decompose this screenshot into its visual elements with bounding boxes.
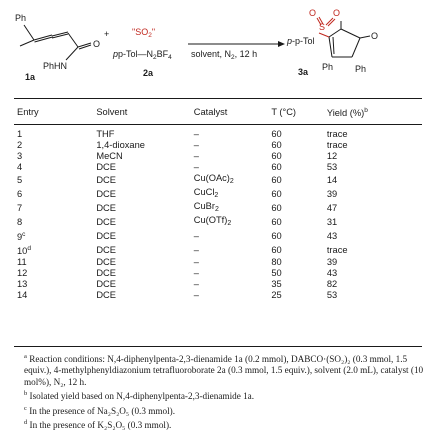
catalyst-subscript: 2 [229,178,234,186]
cell-entry [14,162,96,173]
cell-catalyst [194,257,272,268]
cell-solvent: THF [96,129,115,140]
entry-number: 11 [17,257,27,268]
product-tolyl: p-p-Tol [287,36,315,46]
catalyst-formula: – [193,129,199,140]
cell-catalyst [194,151,272,162]
product-sulfur: S [319,22,326,32]
optimization-table [14,101,422,301]
cell-catalyst [194,243,272,257]
cell-solvent: DCE [96,202,116,213]
cell-catalyst [194,229,272,243]
footnote-d [14,417,424,431]
catalyst-formula: – [193,268,199,279]
table-row [14,243,422,257]
entry-number: 12 [17,268,28,279]
cell-temperature: 80 [271,257,282,268]
product-ph2: Ph [355,64,367,74]
footnote-a-mark: a [24,353,27,360]
cell-temperature: 60 [271,230,282,241]
cell-solvent: DCE [96,216,116,227]
table-header-row [14,101,422,129]
entry-footnote-mark: c [22,231,26,239]
cell-catalyst [194,140,272,151]
entry-number: 13 [17,279,28,290]
cell-entry [14,151,96,162]
cell-solvent: DCE [96,268,116,279]
entry-number: 10 [17,246,28,257]
table-row [14,187,422,201]
reactant-1a-oxygen: O [93,39,101,49]
table-row [14,257,422,268]
entry-number: 6 [17,188,23,199]
catalyst-formula: – [193,162,199,173]
entry-number: 1 [17,129,23,140]
cell-solvent: DCE [96,230,116,241]
cell-entry [14,229,96,243]
cell-yield: trace [326,244,348,255]
catalyst-formula: Cu(OTf) [193,215,228,226]
cell-temperature: 60 [271,140,282,151]
cell-entry [14,268,96,279]
reaction-conditions: solvent, $N_2$, 12 h [191,49,258,61]
cell-entry [14,201,96,215]
cell-temperature: 60 [271,202,282,213]
footnote-c [14,403,424,417]
product-sulfonyl-o1: O [309,8,317,18]
header-catalyst: Catalyst [193,107,228,117]
cell-catalyst [194,201,272,215]
cell-temperature: 60 [271,151,282,162]
reactant-1a-label: 1a [25,72,36,82]
cell-entry [14,215,96,229]
footnote-c-text: In the presence of Na₂S₂O₅ (0.3 mmol). [29,405,176,416]
table-row [14,268,422,279]
footnote-d-mark: d [24,419,28,427]
entry-footnote-mark: d [27,245,31,253]
reaction-arrowhead [278,41,285,47]
entry-number: 8 [17,216,23,227]
entry-number: 4 [17,162,23,173]
plus-sign: + [104,29,110,39]
header-yield [327,101,422,129]
table-row [14,173,422,187]
table-row [14,162,422,173]
entry-number: 5 [17,174,23,185]
reactant-1a-amide: PhHN [43,61,68,71]
cell-solvent: DCE [96,174,116,185]
cell-solvent: 1,4-dioxane [96,140,145,151]
cell-solvent: DCE [96,279,116,290]
table-row [14,290,422,301]
cell-yield: 39 [326,188,338,199]
catalyst-subscript: 2 [227,220,232,228]
cell-yield: 39 [326,257,338,268]
product-3a-label: 3a [298,67,309,77]
cell-catalyst [194,268,272,279]
cell-catalyst [194,290,272,301]
catalyst-formula: Cu(OAc) [193,173,230,184]
cell-yield: 53 [326,162,338,173]
catalyst-formula: – [193,244,199,255]
table-row [14,201,422,215]
product-sulfonyl-o2: O [333,8,341,18]
cell-solvent: DCE [96,290,116,301]
cell-yield: 14 [326,174,338,185]
table-row [14,129,422,140]
entry-number: 14 [17,290,28,301]
reactant-2a-label: 2a [143,68,154,78]
cell-temperature: 60 [271,162,282,173]
cell-entry [14,290,96,301]
cell-yield: trace [326,140,348,151]
cell-temperature: 50 [271,268,282,279]
table-bottom-rule [14,346,422,347]
header-entry: Entry [17,107,39,117]
cell-entry [14,173,96,187]
cell-temperature: 35 [271,279,282,290]
cell-temperature: 60 [271,188,282,199]
cell-temperature: 60 [271,244,282,255]
cell-catalyst [194,279,272,290]
reaction-scheme [0,0,436,96]
catalyst-formula: – [193,290,199,301]
footnote-c-mark: c [24,404,27,412]
cell-yield: 43 [326,230,338,241]
cell-solvent: DCE [96,162,116,173]
entry-number: 7 [17,202,23,213]
cell-yield: 47 [326,202,338,213]
cell-entry [14,129,96,140]
cell-entry [14,279,96,290]
table-footnotes [14,351,424,431]
footnote-b [14,388,424,402]
reaction-scheme-drawing [0,0,436,96]
entry-number: 9 [17,232,23,243]
catalyst-formula: – [193,140,199,151]
table-row [14,215,422,229]
catalyst-subscript: 2 [214,206,219,214]
entry-number: 3 [17,151,23,162]
cell-catalyst [194,173,272,187]
cell-catalyst [194,215,272,229]
table-row [14,151,422,162]
cell-yield: 53 [326,290,338,301]
entry-number: 2 [17,140,23,151]
table-body [14,129,422,301]
cell-catalyst [194,187,272,201]
reactant-2a: $pp-Tol—N_2BF_4$ [113,49,172,61]
so2-reagent: "$SO_2$" [132,27,156,39]
cell-solvent: DCE [96,244,116,255]
cell-yield: 31 [326,216,338,227]
cell-temperature: 60 [271,216,282,227]
catalyst-formula: CuCl [193,187,215,198]
cell-temperature: 60 [271,129,282,140]
table-row [14,229,422,243]
product-ph1: Ph [322,62,334,72]
table-top-rule [14,98,422,99]
product-carbonyl-o: O [371,31,379,41]
cell-catalyst [194,162,272,173]
table-row [14,279,422,290]
catalyst-formula: – [193,257,199,268]
footnote-d-text: In the presence of K₂S₂O₅ (0.3 mmol). [29,420,172,431]
footnote-b-mark: b [24,390,28,398]
catalyst-formula: – [193,151,199,162]
header-yield-text: Yield (%) [326,108,365,118]
reactant-1a-bonds [20,25,91,60]
cell-yield: 43 [326,268,338,279]
cell-entry [14,243,96,257]
cell-solvent: MeCN [96,151,123,162]
cell-yield: 12 [326,151,338,162]
footnote-a-text: Reaction conditions: N,4-diphenylpenta-2,3-dienamide 1a (0.2 mmol), DABCO·(SO₂)₂ (0.3 mmol, 1.5 equiv.), 4-methylphenyldiazonium tetrafluoroborate 2a (0.3 mmol, 1.5 equiv.), solvent (2.0 mL), catalyst (10 mol%), N₂, 12 h. [24,354,424,387]
cell-entry [14,187,96,201]
cell-catalyst [194,129,272,140]
table-row [14,140,422,151]
header-yield-footnote: b [364,107,368,114]
cell-entry [14,257,96,268]
catalyst-formula: CuBr [193,201,215,212]
footnote-a [14,351,424,388]
cell-temperature: 25 [271,290,282,301]
header-temperature: T (°C) [271,107,297,117]
catalyst-subscript: 2 [214,192,219,200]
footnote-b-text: Isolated yield based on N,4-diphenylpenta-2,3-dienamide 1a. [29,391,255,402]
product-3a-bonds [329,21,370,57]
reactant-1a-ph: Ph [15,13,27,23]
cell-yield: trace [326,129,348,140]
cell-solvent: DCE [96,257,116,268]
cell-solvent: DCE [96,188,116,199]
cell-entry [14,140,96,151]
catalyst-formula: – [193,230,199,241]
header-solvent: Solvent [96,107,128,117]
cell-yield: 82 [326,279,338,290]
cell-temperature: 60 [271,174,282,185]
catalyst-formula: – [193,279,199,290]
